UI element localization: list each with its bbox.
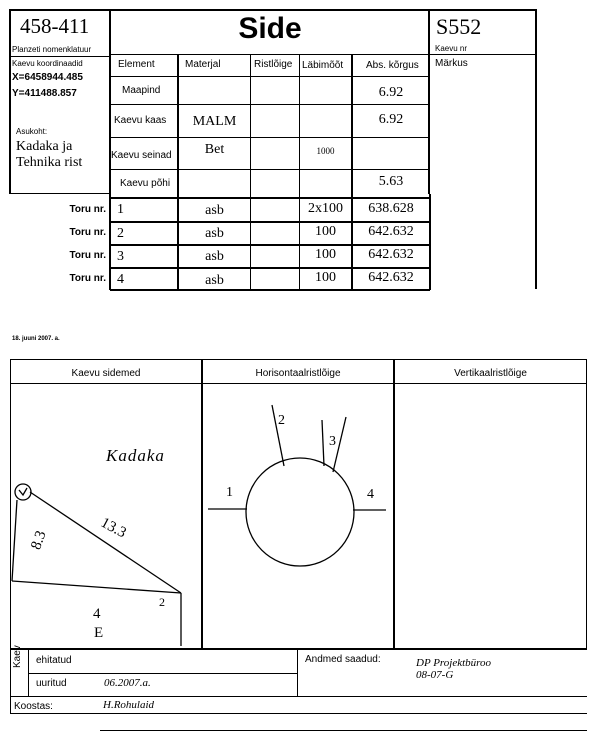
sketch-side-label-b: E [94, 625, 104, 641]
cell-element: Kaevu põhi [120, 178, 171, 189]
pipe-mark-4: 4 [367, 487, 374, 502]
cell-element: Kaevu kaas [114, 115, 167, 126]
author-value: H.Rohulaid [103, 699, 155, 711]
location-line-2: Tehnika rist [16, 155, 83, 170]
cell-material: Bet [204, 142, 225, 157]
pipe-nr: 1 [117, 202, 124, 217]
coords-caption: Kaevu koordinaadid [12, 59, 83, 68]
sketch-distance-a: 13.3 [98, 514, 129, 542]
author-label: Koostas: [14, 701, 53, 712]
y-label: Y= [12, 88, 25, 99]
x-value: 6458944.485 [24, 72, 83, 83]
well-number: S552 [436, 14, 482, 39]
kaev-label: Kaev [12, 645, 23, 668]
well-circle [246, 458, 354, 566]
built-label: ehitatud [36, 655, 72, 666]
pipe-diameter: 2x100 [308, 201, 343, 216]
pipe-height: 642.632 [368, 247, 414, 262]
pipe-height: 642.632 [368, 270, 414, 285]
source-line-2: 08-07-G [416, 669, 454, 681]
pipe-line-3a [322, 420, 324, 466]
y-value: 411488.857 [24, 88, 77, 99]
sketch-side-label: 4 [93, 606, 101, 622]
pipe-mark-3: 3 [329, 434, 336, 449]
kaev-vertical-label [6, 638, 23, 668]
pipe-material: asb [205, 273, 224, 288]
pipe-material: asb [205, 226, 224, 241]
horizontal-section-sketch [208, 405, 386, 566]
tie-line-b [12, 500, 17, 581]
pipe-height: 642.632 [368, 224, 414, 239]
col-header-abs-height: Abs. kõrgus [366, 60, 419, 71]
well-mark-icon [19, 488, 27, 495]
date-note: 18. juuni 2007. a. [12, 336, 60, 342]
pipe-diameter: 100 [315, 224, 336, 239]
well-number-caption: Kaevu nr [435, 44, 468, 53]
cell-material: MALM [192, 114, 237, 129]
sheet-code: 458-411 [20, 14, 90, 38]
building-edge [12, 581, 181, 593]
cell-element: Kaevu seinad [111, 150, 172, 161]
col-title-vertical-section: Vertikaalristlõige [454, 368, 527, 379]
col-header-diameter: Läbimõõt [302, 60, 344, 71]
pipe-nr: 4 [117, 272, 124, 287]
pipe-nr: 2 [117, 226, 124, 241]
well-symbol-icon [15, 484, 31, 500]
col-header-cross-section: Ristlõige [254, 59, 293, 70]
sketch-corner-label: 2 [159, 595, 165, 609]
surveyed-label: uuritud [36, 678, 67, 689]
pipe-nr: 3 [117, 249, 124, 264]
cell-height: 6.92 [378, 85, 404, 100]
col-title-well-links: Kaevu sidemed [71, 368, 141, 379]
pipe-label: Toru nr. [69, 273, 106, 284]
pipe-mark-2: 2 [278, 413, 285, 428]
pipe-mark-1: 1 [226, 485, 233, 500]
sheet-code-caption: Planzeti nomenklatuur [12, 45, 92, 54]
sketch-street-label: Kadaka [106, 446, 165, 465]
pipe-height: 638.628 [368, 201, 414, 216]
notes-label: Märkus [435, 58, 468, 69]
surveyed-value: 06.2007.a. [104, 677, 151, 689]
pipe-diameter: 100 [315, 270, 336, 285]
col-header-element: Element [118, 59, 155, 70]
cell-height: 6.92 [378, 112, 404, 127]
location-line-1: Kadaka ja [16, 139, 73, 154]
cell-height: 5.63 [378, 174, 404, 189]
tie-line-a [30, 492, 181, 593]
source-line-1: DP Projektbüroo [416, 657, 492, 669]
pipe-label: Toru nr. [69, 250, 106, 261]
sketch-distance-b: 8.3 [28, 528, 50, 552]
col-title-horizontal-section: Horisontaalristlõige [255, 368, 341, 379]
pipe-label: Toru nr. [69, 227, 106, 238]
pipe-label: Toru nr. [69, 204, 106, 215]
location-caption: Asukoht: [16, 127, 48, 136]
page-title: Side [238, 12, 302, 45]
col-header-material: Materjal [185, 59, 221, 70]
pipe-material: asb [205, 203, 224, 218]
pipe-material: asb [205, 249, 224, 264]
source-label: Andmed saadud: [305, 654, 381, 665]
pipe-diameter: 100 [315, 247, 336, 262]
x-label: X= [12, 72, 25, 83]
cell-element: Maapind [122, 85, 161, 96]
cell-diameter: 1000 [316, 146, 335, 156]
